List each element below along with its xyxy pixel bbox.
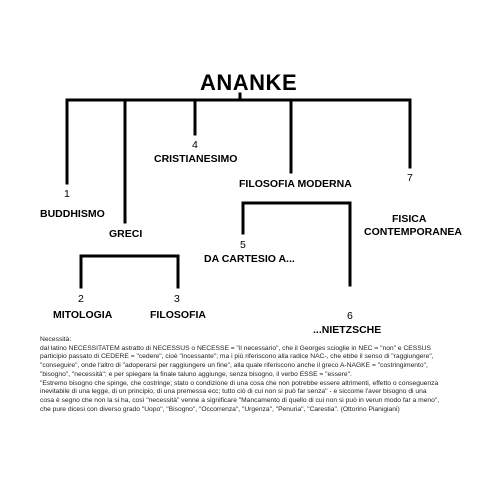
note-line: "Estremo bisogno che spinge, che costringe; stato o condizione di una cosa che non potrebbe essere altrimenti, effetto o conseguenza (40, 379, 439, 387)
node-filosofia-moderna: FILOSOFIA MODERNA (239, 178, 352, 190)
node-number-mitologia: 2 (78, 293, 84, 305)
note-heading: Necessità: (40, 336, 72, 343)
etymology-note (40, 336, 480, 414)
node-fisica-line2: CONTEMPORANEA (364, 226, 463, 238)
node-cartesio: DA CARTESIO A... (204, 253, 295, 265)
node-number-cartesio: 5 (240, 239, 246, 251)
node-number-fisica: 7 (407, 172, 413, 184)
note-line: cosa è segno che non la si ha, così "necessità" venne a significare "Mancamento di quello di cui non si può in verun modo far a meno", (40, 396, 440, 404)
note-line: "bisogno", "necessità"; e per spiegare la finale taluno aggiunge, senza bisogno, il verbo ESSE = "essere". (40, 370, 352, 378)
node-buddhismo: BUDDHISMO (40, 208, 105, 220)
node-fisica-line1: FISICA (392, 213, 427, 225)
node-number-cristianesimo: 4 (192, 139, 198, 151)
note-line: dal latino NECESSITATEM astratto di NECESSUS o NECESSE = "il necessario", che il Georges scioglie in NEC = "non" e CESSUS (40, 344, 431, 352)
diagram-title: ANANKE (200, 70, 298, 95)
note-line: inevitabile di una legge, di un principio, di una premessa ecc; tutto ciò di cui non si può far senza" - e siccome l'aver bisogno di una (40, 388, 427, 396)
note-line: participio passato di CEDERE = "cedere", cioè "incessante"; ma i più riferiscono alla radice NAC-, che ebbe il senso di "raggiungere", (40, 353, 434, 361)
note-line: che pure dicesi con diverso grado "Uopo", "Bisogno", "Occorrenza", "Urgenza", "Penuria", "Carestia". (Ottorino Pianigiani) (40, 405, 400, 413)
node-number-buddhismo: 1 (64, 188, 70, 200)
node-number-filosofia: 3 (174, 293, 180, 305)
note-line: "conseguire", onde l'altro di "adoperarsi per raggiungere un fine", alla quale riferiscono anche il greco A-NAGKE = "costringimento", (40, 362, 428, 370)
node-cristianesimo: CRISTIANESIMO (154, 153, 238, 165)
node-nietzsche: ...NIETZSCHE (313, 324, 382, 336)
node-greci: GRECI (109, 228, 143, 240)
node-mitologia: MITOLOGIA (53, 309, 113, 321)
node-filosofia: FILOSOFIA (150, 309, 206, 321)
node-number-nietzsche: 6 (347, 310, 353, 322)
